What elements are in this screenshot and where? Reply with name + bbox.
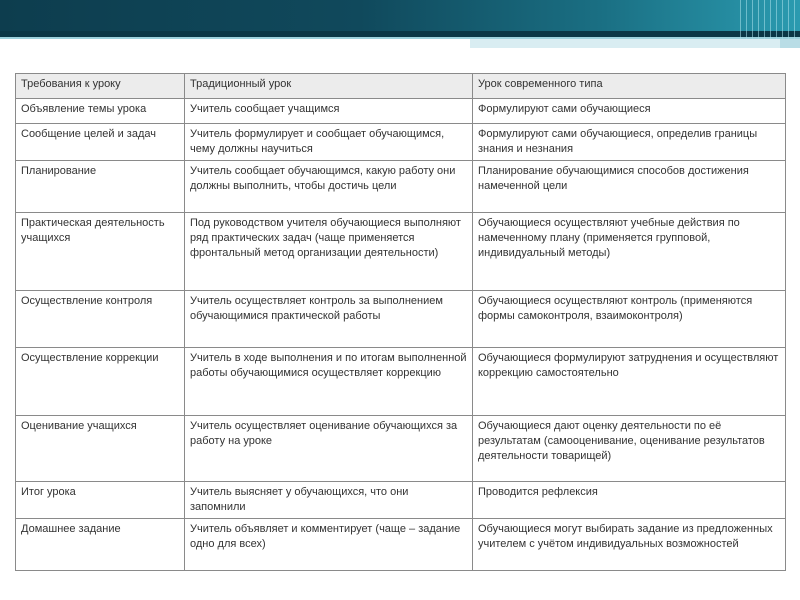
table-cell: Осуществление контроля: [16, 291, 185, 348]
table-row: [16, 416, 786, 482]
table-cell: Учитель формулирует и сообщает обучающимся, чему должны научиться: [185, 124, 473, 161]
table-cell: Сообщение целей и задач: [16, 124, 185, 161]
table-row: [16, 161, 786, 213]
banner-side-bar: [470, 39, 800, 48]
table-cell: Формулируют сами обучающиеся, определив границы знания и незнания: [473, 124, 786, 161]
banner-stripes: [740, 0, 800, 39]
table-cell: Обучающиеся осуществляют контроль (применяются формы самоконтроля, взаимоконтроля): [473, 291, 786, 348]
table-cell: Обучающиеся формулируют затруднения и осуществляют коррекцию самостоятельно: [473, 348, 786, 416]
table-cell: Итог урока: [16, 482, 185, 519]
banner-side-bar-end: [780, 39, 800, 48]
table-cell: Проводится рефлексия: [473, 482, 786, 519]
table-cell: Учитель объявляет и комментирует (чаще – задание одно для всех): [185, 519, 473, 571]
slide-banner: [0, 0, 800, 31]
table-cell: Практическая деятельность учащихся: [16, 213, 185, 291]
table-cell: Учитель выясняет у обучающихся, что они запомнили: [185, 482, 473, 519]
table-cell: Учитель в ходе выполнения и по итогам выполненной работы обучающимися осуществляет коррекцию: [185, 348, 473, 416]
table-cell: Учитель сообщает учащимся: [185, 99, 473, 124]
lesson-comparison-table: [15, 73, 786, 571]
table-cell: Планирование: [16, 161, 185, 213]
table-row: [16, 482, 786, 519]
table-row: [16, 124, 786, 161]
table-cell: Обучающиеся дают оценку деятельности по её результатам (самооценивание, оценивание результатов деятельности товарищей): [473, 416, 786, 482]
table-cell: Домашнее задание: [16, 519, 185, 571]
table-row: [16, 213, 786, 291]
table-row: [16, 291, 786, 348]
table-cell: Учитель осуществляет контроль за выполнением обучающимися практической работы: [185, 291, 473, 348]
table-cell: Формулируют сами обучающиеся: [473, 99, 786, 124]
table-cell: Объявление темы урока: [16, 99, 185, 124]
table-cell: Обучающиеся осуществляют учебные действия по намеченному плану (применяется групповой, индивидуальный методы): [473, 213, 786, 291]
table-row: [16, 348, 786, 416]
table-row: [16, 99, 786, 124]
table-cell: Обучающиеся могут выбирать задание из предложенных учителем с учётом индивидуальных возможностей: [473, 519, 786, 571]
table-cell: Учитель осуществляет оценивание обучающихся за работу на уроке: [185, 416, 473, 482]
header-cell: Требования к уроку: [16, 74, 185, 99]
header-cell: Традиционный урок: [185, 74, 473, 99]
header-cell: Урок современного типа: [473, 74, 786, 99]
table-cell: Учитель сообщает обучающимся, какую работу они должны выполнить, чтобы достичь цели: [185, 161, 473, 213]
table-cell: Планирование обучающимися способов достижения намеченной цели: [473, 161, 786, 213]
table-header-row: [16, 74, 786, 99]
table-row: [16, 519, 786, 571]
table-cell: Оценивание учащихся: [16, 416, 185, 482]
table-cell: Под руководством учителя обучающиеся выполняют ряд практических задач (чаще применяется фронтальный метод организации деятельности): [185, 213, 473, 291]
table-cell: Осуществление коррекции: [16, 348, 185, 416]
